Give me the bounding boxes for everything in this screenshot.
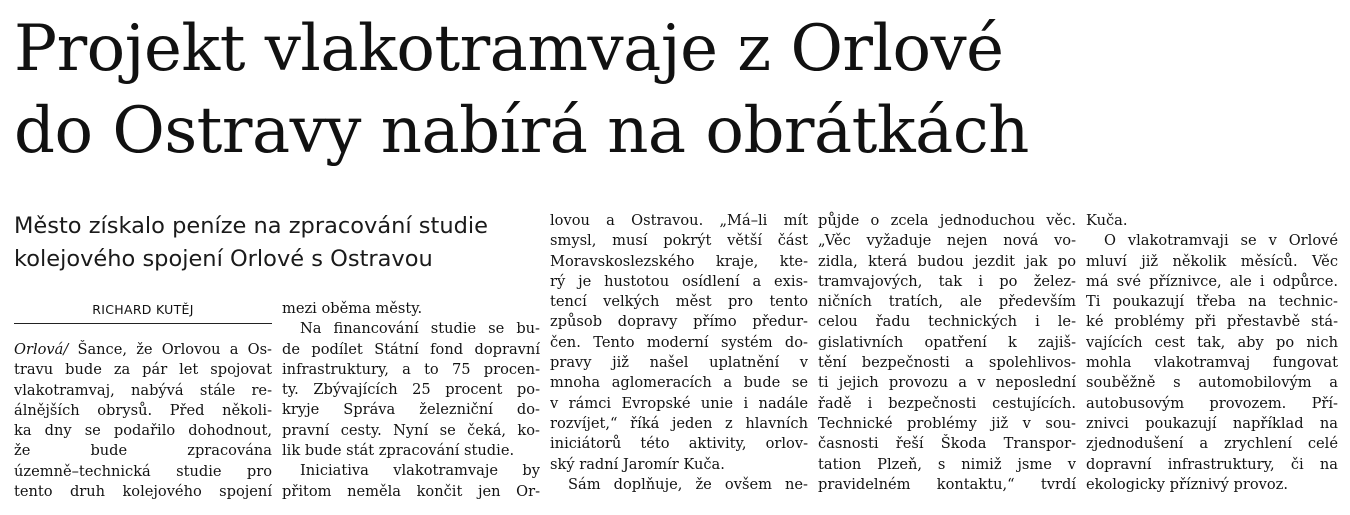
text-line: způsob dopravy přímo předur- bbox=[550, 313, 808, 331]
article-column-1 bbox=[14, 340, 272, 502]
text-line: vajících cest tak, aby po nich bbox=[1086, 333, 1338, 351]
text-line: celou řadu technických i le- bbox=[818, 313, 1076, 331]
text-line: mohla vlakotramvaj fungovat bbox=[1086, 354, 1338, 372]
text-line: řadě i bezpečnosti cestujících. bbox=[818, 394, 1076, 412]
text-line: ty. Zbývajících 25 procent po- bbox=[282, 381, 540, 399]
text-line: „Věc vyžaduje nejen nová vo- bbox=[818, 232, 1076, 250]
dateline: Orlová/ bbox=[14, 341, 69, 358]
subheadline-line-2: kolejového spojení Orlové s Ostravou bbox=[14, 246, 433, 272]
text-line: ti jejich provozu a v neposlední bbox=[818, 374, 1076, 392]
text-line: Technické problémy již v sou- bbox=[818, 414, 1076, 432]
text-line: infrastruktury, a to 75 procen- bbox=[282, 360, 540, 378]
headline-line-1: Projekt vlakotramvaje z Orlové bbox=[14, 12, 1004, 86]
text-line: dopravní infrastruktury, či na bbox=[1086, 455, 1338, 473]
text-line: rý je hustotou osídlení a exis- bbox=[550, 272, 808, 290]
text-line: územně–technická studie pro bbox=[14, 462, 272, 480]
text-line: mezi oběma městy. bbox=[282, 300, 423, 317]
text-line: álnějších obrysů. Před několi- bbox=[14, 401, 272, 419]
text-line: že bude zpracována bbox=[14, 442, 272, 460]
text-line: zjednodušení a zrychlení celé bbox=[1086, 435, 1338, 453]
text-line: rozvíjet,“ říká jeden z hlavních bbox=[550, 414, 808, 432]
article-column-4 bbox=[818, 211, 1076, 495]
text-line: čen. Tento moderní systém do- bbox=[550, 333, 808, 351]
article-column-2 bbox=[282, 299, 540, 502]
text-line: mluví již několik měsíců. Věc bbox=[1086, 252, 1338, 270]
text-line: v rámci Evropské unie i nadále bbox=[550, 394, 808, 412]
text-line: smysl, musí pokrýt větší část bbox=[550, 232, 808, 250]
subheadline-line-1: Město získalo peníze na zpracování studie bbox=[14, 213, 488, 239]
text-line: ka dny se podařilo dohodnout, bbox=[14, 422, 272, 440]
text-line: ké problémy při přestavbě stá- bbox=[1086, 313, 1338, 331]
headline bbox=[14, 8, 1344, 172]
text-line: de podílet Státní fond dopravní bbox=[282, 340, 540, 358]
text-line: ekologicky příznivý provoz. bbox=[1086, 475, 1288, 493]
text-line: pravidelném kontaktu,“ tvrdí bbox=[818, 475, 1076, 493]
text-line: Orlová/ Šance, že Orlovou a Os- bbox=[14, 341, 272, 358]
text-line: O vlakotramvaji se v Orlové bbox=[1104, 232, 1338, 250]
text-line: ničních tratích, ale především bbox=[818, 293, 1076, 311]
headline-line-2: do Ostravy nabírá na obrátkách bbox=[14, 94, 1029, 168]
text-line: tění bezpečnosti a spolehlivos- bbox=[818, 354, 1076, 372]
text-line: přitom neměla končit jen Or- bbox=[282, 482, 540, 500]
text-line: ský radní Jaromír Kuča. bbox=[550, 455, 725, 473]
text-line: iniciátorů této aktivity, orlov- bbox=[550, 435, 808, 453]
text-line: Iniciativa vlakotramvaje by bbox=[300, 462, 540, 480]
text-line: lovou a Ostravou. „Má–li mít bbox=[550, 212, 808, 229]
text-line: Ti poukazují třeba na technic- bbox=[1086, 293, 1338, 311]
text-line: Kuča. bbox=[1086, 212, 1128, 229]
text-line: Moravskoslezského kraje, kte- bbox=[550, 252, 808, 270]
article-column-3 bbox=[550, 211, 808, 495]
text-line: zidla, která budou jezdit jak po bbox=[818, 252, 1076, 270]
text-line: vlakotramvaj, nabývá stále re- bbox=[14, 381, 272, 399]
text-line: pravní cesty. Nyní se čeká, ko- bbox=[282, 421, 540, 439]
text-line: autobusovým provozem. Pří- bbox=[1086, 394, 1338, 412]
text-line: znivci poukazují například na bbox=[1086, 414, 1338, 432]
text-line: travu bude za pár let spojovat bbox=[14, 361, 272, 379]
text-line: má své příznivce, ale i odpůrce. bbox=[1086, 272, 1338, 290]
text-line: tencí velkých měst pro tento bbox=[550, 293, 808, 311]
text-line: gislativních opatření k zajiš- bbox=[818, 333, 1076, 351]
subheadline bbox=[14, 210, 534, 276]
text-line: lik bude stát zpracování studie. bbox=[282, 442, 515, 460]
text-line: Sám doplňuje, že ovšem ne- bbox=[568, 475, 808, 493]
text-line: tento druh kolejového spojení bbox=[14, 483, 272, 501]
text-line: souběžně s automobilovým a bbox=[1086, 374, 1338, 392]
text-line: tation Plzeň, s nimiž jsme v bbox=[818, 455, 1076, 473]
text-line: tramvajových, tak i po želez- bbox=[818, 272, 1076, 290]
byline-rule bbox=[14, 323, 272, 324]
text-line: Na financování studie se bu- bbox=[300, 320, 540, 338]
text-line: mnoha aglomeracích a bude se bbox=[550, 374, 808, 392]
article-column-5 bbox=[1086, 211, 1338, 495]
text-line: pravy již našel uplatnění v bbox=[550, 354, 808, 372]
text-line: časnosti řeší Škoda Transpor- bbox=[818, 435, 1076, 453]
text-line: kryje Správa železniční do- bbox=[282, 401, 540, 419]
byline: RICHARD KUTĚJ bbox=[92, 302, 194, 317]
text-line: půjde o zcela jednoduchou věc. bbox=[818, 212, 1076, 229]
